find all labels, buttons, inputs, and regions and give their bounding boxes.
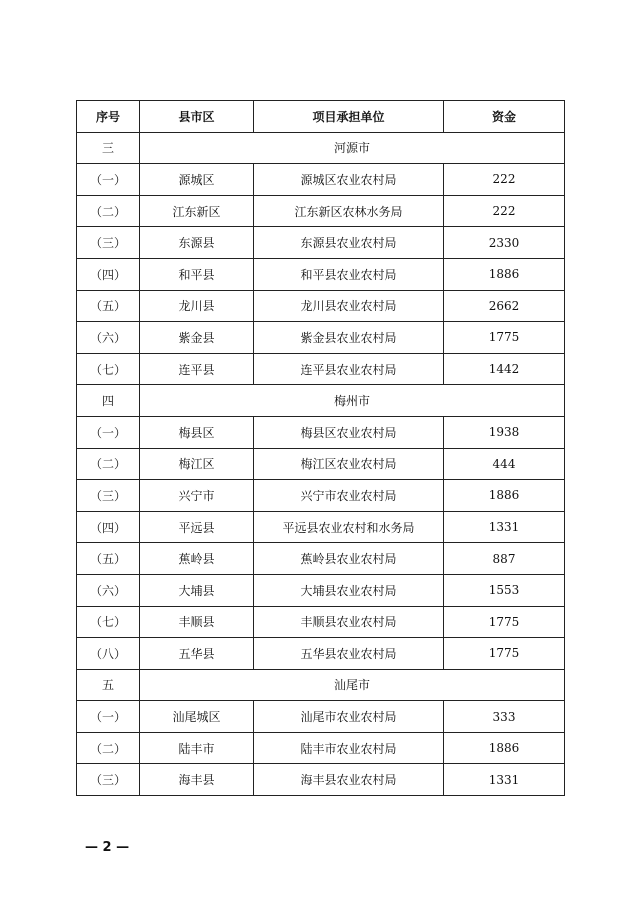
row-index: （三） [77, 480, 140, 512]
row-index: （一） [77, 416, 140, 448]
row-index: 三 [77, 132, 140, 164]
page-number: — 2 — [85, 840, 130, 855]
fund-cell: 1775 [444, 638, 565, 670]
row-index: （五） [77, 543, 140, 575]
table-row [77, 290, 565, 322]
fund-cell: 1331 [444, 764, 565, 796]
unit-cell: 汕尾市农业农村局 [254, 701, 444, 733]
table-row [77, 764, 565, 796]
table-row [77, 353, 565, 385]
unit-cell: 丰顺县农业农村局 [254, 606, 444, 638]
unit-cell: 东源县农业农村局 [254, 227, 444, 259]
unit-cell: 陆丰市农业农村局 [254, 732, 444, 764]
county-cell: 和平县 [140, 258, 254, 290]
table-row [77, 416, 565, 448]
county-cell: 丰顺县 [140, 606, 254, 638]
county-cell: 大埔县 [140, 574, 254, 606]
table-group-row [77, 132, 565, 164]
county-cell: 东源县 [140, 227, 254, 259]
unit-cell: 和平县农业农村局 [254, 258, 444, 290]
unit-cell: 海丰县农业农村局 [254, 764, 444, 796]
county-cell: 蕉岭县 [140, 543, 254, 575]
county-cell: 五华县 [140, 638, 254, 670]
table-row [77, 543, 565, 575]
fund-cell: 2330 [444, 227, 565, 259]
county-cell: 汕尾城区 [140, 701, 254, 733]
table-row [77, 227, 565, 259]
fund-cell: 1886 [444, 732, 565, 764]
county-cell: 陆丰市 [140, 732, 254, 764]
table-row [77, 195, 565, 227]
row-index: （六） [77, 322, 140, 354]
group-city-name: 梅州市 [140, 385, 565, 417]
row-index: （二） [77, 448, 140, 480]
table-group-row [77, 385, 565, 417]
header-index: 序号 [77, 101, 140, 133]
unit-cell: 五华县农业农村局 [254, 638, 444, 670]
county-cell: 兴宁市 [140, 480, 254, 512]
unit-cell: 江东新区农林水务局 [254, 195, 444, 227]
row-index: （七） [77, 606, 140, 638]
fund-cell: 222 [444, 195, 565, 227]
header-unit: 项目承担单位 [254, 101, 444, 133]
header-county: 县市区 [140, 101, 254, 133]
table-row [77, 732, 565, 764]
county-cell: 平远县 [140, 511, 254, 543]
row-index: （一） [77, 701, 140, 733]
fund-cell: 222 [444, 164, 565, 196]
group-city-name: 河源市 [140, 132, 565, 164]
table-header-row [77, 101, 565, 133]
row-index: （三） [77, 764, 140, 796]
table-row [77, 322, 565, 354]
fund-cell: 1331 [444, 511, 565, 543]
county-cell: 龙川县 [140, 290, 254, 322]
table-group-row [77, 669, 565, 701]
unit-cell: 平远县农业农村和水务局 [254, 511, 444, 543]
fund-cell: 2662 [444, 290, 565, 322]
fund-cell: 1886 [444, 258, 565, 290]
unit-cell: 大埔县农业农村局 [254, 574, 444, 606]
unit-cell: 源城区农业农村局 [254, 164, 444, 196]
header-fund: 资金 [444, 101, 565, 133]
unit-cell: 连平县农业农村局 [254, 353, 444, 385]
unit-cell: 蕉岭县农业农村局 [254, 543, 444, 575]
row-index: （三） [77, 227, 140, 259]
row-index: （七） [77, 353, 140, 385]
unit-cell: 梅江区农业农村局 [254, 448, 444, 480]
fund-cell: 1775 [444, 322, 565, 354]
fund-cell: 333 [444, 701, 565, 733]
table-row [77, 511, 565, 543]
county-cell: 紫金县 [140, 322, 254, 354]
funding-table [76, 100, 565, 796]
unit-cell: 梅县区农业农村局 [254, 416, 444, 448]
table-row [77, 164, 565, 196]
row-index: 五 [77, 669, 140, 701]
table-body [77, 132, 565, 795]
fund-cell: 444 [444, 448, 565, 480]
county-cell: 源城区 [140, 164, 254, 196]
fund-cell: 1775 [444, 606, 565, 638]
table-row [77, 258, 565, 290]
table-row [77, 448, 565, 480]
unit-cell: 紫金县农业农村局 [254, 322, 444, 354]
fund-cell: 1886 [444, 480, 565, 512]
row-index: （二） [77, 732, 140, 764]
county-cell: 江东新区 [140, 195, 254, 227]
fund-cell: 1553 [444, 574, 565, 606]
table-row [77, 480, 565, 512]
fund-cell: 887 [444, 543, 565, 575]
table-row [77, 638, 565, 670]
row-index: （六） [77, 574, 140, 606]
county-cell: 梅江区 [140, 448, 254, 480]
fund-cell: 1938 [444, 416, 565, 448]
row-index: （二） [77, 195, 140, 227]
row-index: （一） [77, 164, 140, 196]
row-index: 四 [77, 385, 140, 417]
table-row [77, 574, 565, 606]
fund-cell: 1442 [444, 353, 565, 385]
county-cell: 海丰县 [140, 764, 254, 796]
row-index: （八） [77, 638, 140, 670]
row-index: （四） [77, 511, 140, 543]
unit-cell: 兴宁市农业农村局 [254, 480, 444, 512]
county-cell: 连平县 [140, 353, 254, 385]
table-row [77, 606, 565, 638]
group-city-name: 汕尾市 [140, 669, 565, 701]
unit-cell: 龙川县农业农村局 [254, 290, 444, 322]
row-index: （五） [77, 290, 140, 322]
table-row [77, 701, 565, 733]
county-cell: 梅县区 [140, 416, 254, 448]
row-index: （四） [77, 258, 140, 290]
